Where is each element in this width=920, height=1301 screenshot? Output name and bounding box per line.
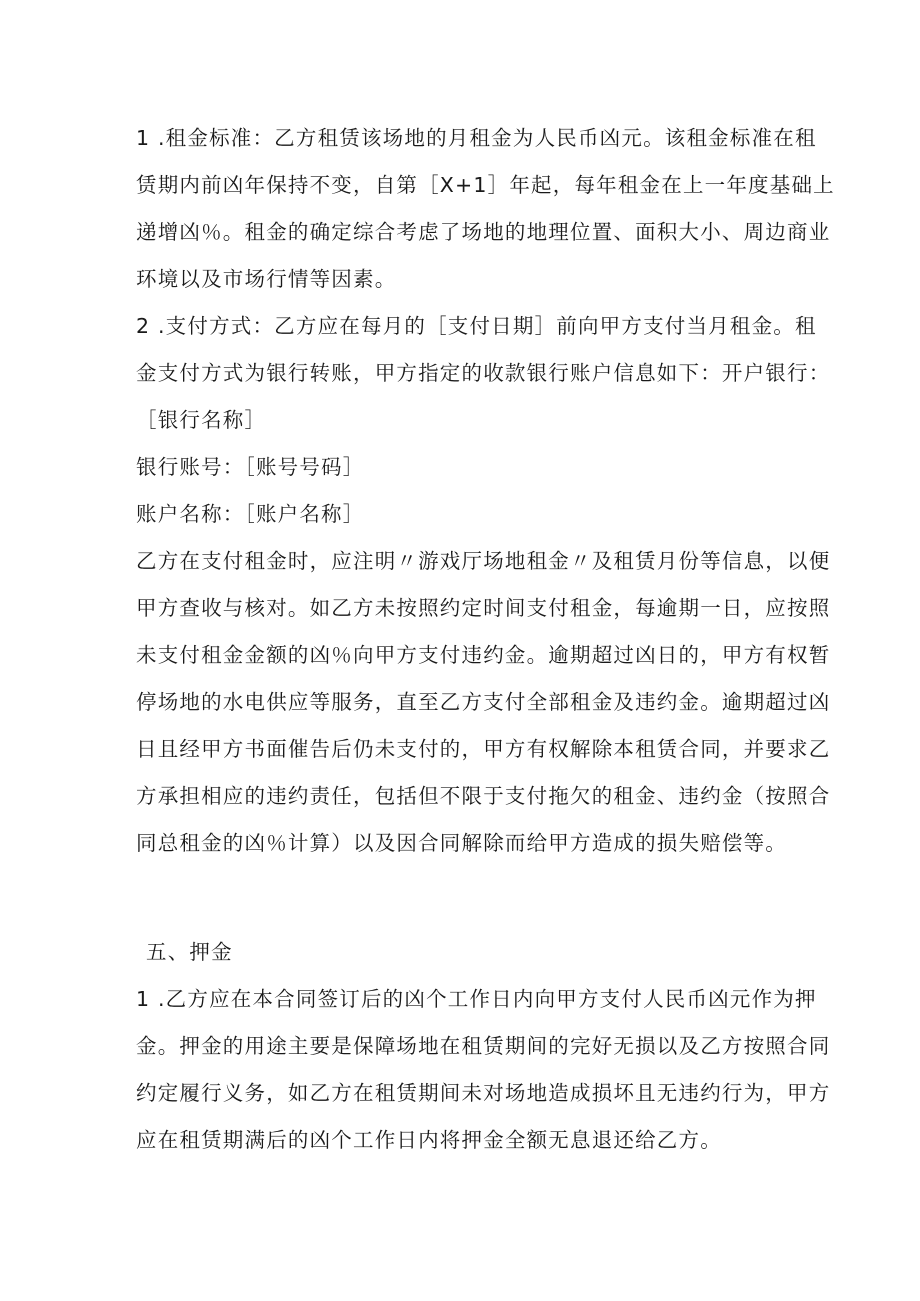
text-line: 1 .租金标准：乙方租赁该场地的月租金为人民币凶元。该租金标准在租 xyxy=(136,126,817,150)
rent-standard-paragraph xyxy=(136,115,835,303)
text-line: 应在租赁期满后的凶个工作日内将押金全额无息退还给乙方。 xyxy=(136,1128,722,1152)
text-line: 方承担相应的违约责任，包括但不限于支付拖欠的租金、违约金（按照合 xyxy=(136,784,831,808)
bank-account-line: 银行账号：［账号号码］ xyxy=(136,455,365,479)
text-line: 赁期内前凶年保持不变，自第［X+1］年起，每年租金在上一年度基础上 xyxy=(136,173,835,197)
text-line: 金支付方式为银行转账，甲方指定的收款银行账户信息如下：开户银行： xyxy=(136,361,831,385)
text-line: 未支付租金金额的凶％向甲方支付违约金。逾期超过凶日的，甲方有权暂 xyxy=(136,643,831,667)
text-line: 1 .乙方应在本合同签订后的凶个工作日内向甲方支付人民币凶元作为押 xyxy=(136,987,817,1011)
text-line: 甲方查收与核对。如乙方未按照约定时间支付租金，每逾期一日，应按照 xyxy=(136,596,831,620)
text-line: 环境以及市场行情等因素。 xyxy=(136,267,397,291)
text-line: 同总租金的凶％计算）以及因合同解除而给甲方造成的损失赔偿等。 xyxy=(136,831,787,855)
section-heading-deposit: 五、押金 xyxy=(146,940,233,964)
bank-name-line: ［银行名称］ xyxy=(136,408,267,432)
account-name-line: 账户名称：［账户名称］ xyxy=(136,502,365,526)
text-line: 金。押金的用途主要是保障场地在租赁期间的完好无损以及乙方按照合同 xyxy=(136,1034,831,1058)
text-line: 约定履行义务，如乙方在租赁期间未对场地造成损坏且无违约行为，甲方 xyxy=(136,1081,831,1105)
text-line: 停场地的水电供应等服务，直至乙方支付全部租金及违约金。逾期超过凶 xyxy=(136,690,831,714)
text-line: 2 .支付方式：乙方应在每月的［支付日期］前向甲方支付当月租金。租 xyxy=(136,314,817,338)
text-line: 递增凶％。租金的确定综合考虑了场地的地理位置、面积大小、周边商业 xyxy=(136,220,831,244)
text-line: 日且经甲方书面催告后仍未支付的，甲方有权解除本租赁合同，并要求乙 xyxy=(136,737,831,761)
deposit-paragraph xyxy=(136,976,831,1164)
payment-method-paragraph xyxy=(136,303,831,867)
text-line: 乙方在支付租金时，应注明〃游戏厅场地租金〃及租赁月份等信息，以便 xyxy=(136,549,831,573)
section-spacer xyxy=(136,867,787,929)
